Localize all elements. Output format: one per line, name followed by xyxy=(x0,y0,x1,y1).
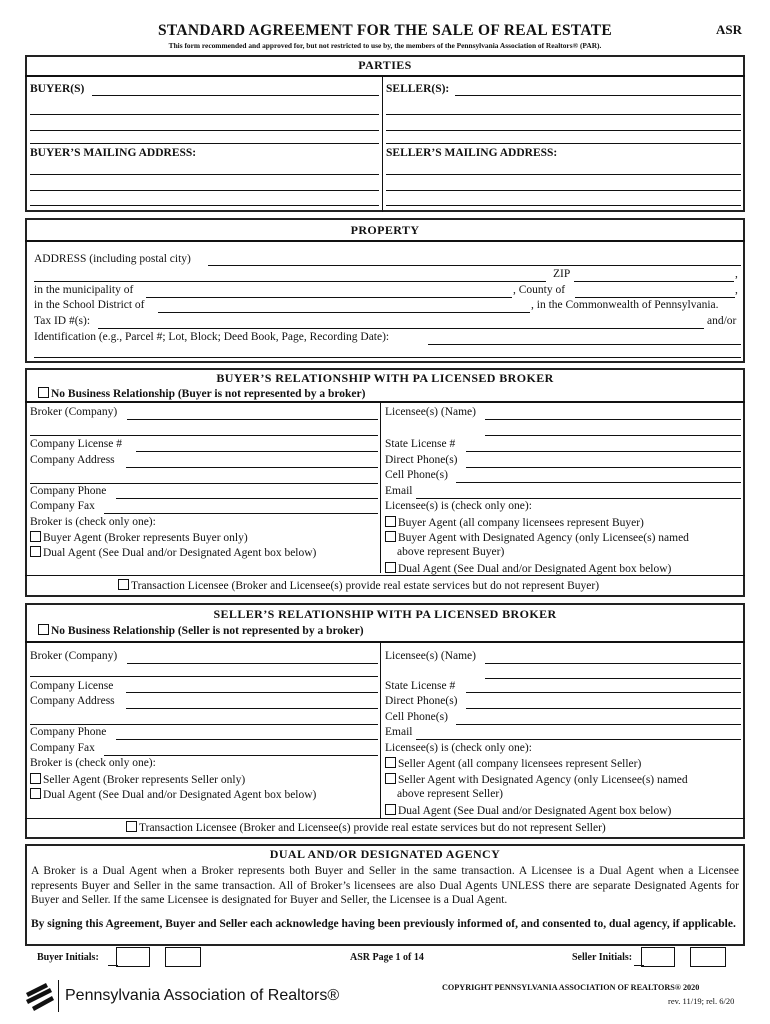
parties-section xyxy=(25,55,745,212)
buyer-licensee-opt3-checkbox[interactable] xyxy=(385,562,396,573)
buyer-licensees-name-field[interactable] xyxy=(485,419,741,420)
buyer-licensee-opt3[interactable]: Dual Agent (See Dual and/or Designated Agent box below) xyxy=(385,562,671,575)
commonwealth-label: , in the Commonwealth of Pennsylvania. xyxy=(531,299,719,311)
buyer-initials-box-1[interactable] xyxy=(116,947,150,967)
municipality-field[interactable] xyxy=(146,297,512,298)
buyer-mailing-label: BUYER’S MAILING ADDRESS: xyxy=(30,147,197,159)
sellers-label: SELLER(S): xyxy=(386,83,450,95)
buyer-email-label: Email xyxy=(385,485,413,497)
buyer-company-phone-label: Company Phone xyxy=(30,485,107,497)
seller-company-license-field[interactable] xyxy=(126,692,378,693)
seller-licensee-opt3-checkbox[interactable] xyxy=(385,804,396,815)
tax-id-field[interactable] xyxy=(98,328,704,329)
seller-broker-company-field[interactable] xyxy=(127,663,378,664)
seller-licensee-opt2[interactable]: Seller Agent with Designated Agency (only Licensee(s) named xyxy=(385,773,688,786)
county-label: , County of xyxy=(513,284,566,296)
seller-email-label: Email xyxy=(385,726,413,738)
buyer-licensee-opt2[interactable]: Buyer Agent with Designated Agency (only Licensee(s) named xyxy=(385,531,689,544)
zip-field[interactable] xyxy=(574,281,734,282)
buyer-cell-phone-label: Cell Phone(s) xyxy=(385,469,448,481)
buyer-transaction-licensee[interactable]: Transaction Licensee (Broker and Licensee(s) provide real estate services but do not represent Buyer) xyxy=(118,579,599,592)
seller-company-phone-field[interactable] xyxy=(116,739,378,740)
buyer-broker-opt1-checkbox[interactable] xyxy=(30,531,41,542)
seller-licensee-check-label: Licensee(s) is (check only one): xyxy=(385,742,532,754)
seller-initials-box-2[interactable] xyxy=(690,947,726,967)
buyer-broker-company-label: Broker (Company) xyxy=(30,406,118,418)
seller-company-address-field-2[interactable] xyxy=(30,724,378,725)
seller-transaction-licensee[interactable]: Transaction Licensee (Broker and Licensee(s) provide real estate services but do not represent Seller) xyxy=(126,821,606,834)
school-district-field[interactable] xyxy=(158,312,530,313)
seller-broker-opt2[interactable]: Dual Agent (See Dual and/or Designated Agent box below) xyxy=(30,788,316,801)
buyer-state-license-field[interactable] xyxy=(466,451,741,452)
seller-broker-opt1[interactable]: Seller Agent (Broker represents Seller only) xyxy=(30,773,245,786)
seller-name-field-2[interactable] xyxy=(386,114,741,115)
seller-cell-phone-field[interactable] xyxy=(456,724,741,725)
buyer-transaction-licensee-checkbox[interactable] xyxy=(118,579,129,590)
seller-transaction-licensee-checkbox[interactable] xyxy=(126,821,137,832)
buyer-broker-company-field-2[interactable] xyxy=(30,435,378,436)
seller-licensees-name-field-2[interactable] xyxy=(485,678,741,679)
buyer-licensee-check-label: Licensee(s) is (check only one): xyxy=(385,500,532,512)
seller-broker-check-label: Broker is (check only one): xyxy=(30,757,156,769)
seller-email-field[interactable] xyxy=(416,739,741,740)
buyer-licensee-opt1-checkbox[interactable] xyxy=(385,516,396,527)
buyer-broker-company-field[interactable] xyxy=(127,419,378,420)
seller-name-field[interactable] xyxy=(455,95,741,96)
buyer-company-license-label: Company License # xyxy=(30,438,122,450)
form-subtitle: This form recommended and approved for, but not restricted to use by, the members of the Pennsylvania Association of Realtors® (PAR). xyxy=(168,41,602,50)
address-field[interactable] xyxy=(208,265,741,266)
buyer-licensees-name-field-2[interactable] xyxy=(485,435,741,436)
property-heading: PROPERTY xyxy=(350,223,420,237)
buyer-company-fax-label: Company Fax xyxy=(30,500,95,512)
buyer-no-relationship[interactable]: No Business Relationship (Buyer is not represented by a broker) xyxy=(38,387,365,400)
buyer-direct-phone-label: Direct Phone(s) xyxy=(385,454,458,466)
buyer-broker-opt2[interactable]: Dual Agent (See Dual and/or Designated Agent box below) xyxy=(30,546,316,559)
dual-agency-heading: DUAL AND/OR DESIGNATED AGENCY xyxy=(269,847,501,861)
buyer-broker-opt2-checkbox[interactable] xyxy=(30,546,41,557)
buyer-mailing-field-2[interactable] xyxy=(30,190,379,191)
revision: rev. 11/19; rel. 6/20 xyxy=(668,996,735,1006)
dual-agency-paragraph: A Broker is a Dual Agent when a Broker represents both Buyer and Seller in the same transaction. A Licensee is a Dual Agent when a Licensee represents Buyer and Seller in the same transaction. All of Broker’s licensees are also Dual Agents UNLESS there are separate Designated Agents for Buyer and Seller. If the same Licensee is designated for Buyer and Seller, the Licensee is a Dual Agent. xyxy=(31,865,739,906)
address-label: ADDRESS (including postal city) xyxy=(34,253,191,265)
seller-broker-company-field-2[interactable] xyxy=(30,676,378,677)
seller-broker-opt2-checkbox[interactable] xyxy=(30,788,41,799)
seller-initials-label: Seller Initials: xyxy=(572,952,633,963)
seller-company-license-label: Company License xyxy=(30,680,114,692)
org-name: Pennsylvania Association of Realtors® xyxy=(65,987,340,1004)
county-field[interactable] xyxy=(575,297,735,298)
seller-no-relationship-checkbox[interactable] xyxy=(38,624,49,635)
seller-name-field-3[interactable] xyxy=(386,130,741,131)
school-district-label: in the School District of xyxy=(34,299,145,311)
buyer-company-phone-field[interactable] xyxy=(116,498,378,499)
identification-field[interactable] xyxy=(428,344,741,345)
identification-label: Identification (e.g., Parcel #; Lot, Block; Deed Book, Page, Recording Date): xyxy=(34,331,390,343)
buyer-company-fax-field[interactable] xyxy=(104,513,378,514)
par-logo-icon xyxy=(24,981,56,1011)
seller-company-address-label: Company Address xyxy=(30,695,115,707)
buyer-broker-opt1[interactable]: Buyer Agent (Broker represents Buyer only) xyxy=(30,531,248,544)
seller-mailing-label: SELLER’S MAILING ADDRESS: xyxy=(386,147,558,159)
andor-label: and/or xyxy=(707,315,737,327)
seller-initials-box-1[interactable] xyxy=(641,947,675,967)
identification-field-2[interactable] xyxy=(34,357,741,358)
parties-heading: PARTIES xyxy=(358,58,412,72)
buyer-mailing-field[interactable] xyxy=(30,174,379,175)
seller-licensee-opt3[interactable]: Dual Agent (See Dual and/or Designated Agent box below) xyxy=(385,804,671,817)
buyer-no-relationship-checkbox[interactable] xyxy=(38,387,49,398)
page-label: ASR Page 1 of 14 xyxy=(350,952,424,963)
form-title: STANDARD AGREEMENT FOR THE SALE OF REAL ESTATE xyxy=(157,22,613,39)
seller-state-license-label: State License # xyxy=(385,680,456,692)
buyer-direct-phone-field[interactable] xyxy=(466,467,741,468)
buyer-cell-phone-field[interactable] xyxy=(456,482,741,483)
buyer-licensees-name-label: Licensee(s) (Name) xyxy=(385,406,476,418)
buyer-broker-heading: BUYER’S RELATIONSHIP WITH PA LICENSED BROKER xyxy=(216,371,554,385)
buyer-licensee-opt1[interactable]: Buyer Agent (all company licensees represent Buyer) xyxy=(385,516,644,529)
tax-id-label: Tax ID #(s): xyxy=(34,315,91,327)
seller-company-fax-field[interactable] xyxy=(104,755,378,756)
buyer-state-license-label: State License # xyxy=(385,438,456,450)
seller-company-phone-label: Company Phone xyxy=(30,726,107,738)
seller-licensees-name-label: Licensee(s) (Name) xyxy=(385,650,476,662)
buyer-initials-box-2[interactable] xyxy=(165,947,201,967)
seller-company-fax-label: Company Fax xyxy=(30,742,95,754)
buyer-initials-label: Buyer Initials: xyxy=(37,952,99,963)
seller-licensees-name-field[interactable] xyxy=(485,663,741,664)
buyer-name-field[interactable] xyxy=(92,95,379,96)
buyer-broker-check-label: Broker is (check only one): xyxy=(30,516,156,528)
seller-broker-opt1-checkbox[interactable] xyxy=(30,773,41,784)
seller-company-address-field[interactable] xyxy=(126,708,378,709)
buyers-label: BUYER(S) xyxy=(30,83,85,95)
seller-licensee-opt2-checkbox[interactable] xyxy=(385,773,396,784)
seller-broker-company-label: Broker (Company) xyxy=(30,650,118,662)
form-code: ASR xyxy=(715,22,742,37)
logo-divider xyxy=(58,980,59,1012)
seller-no-relationship[interactable]: No Business Relationship (Seller is not represented by a broker) xyxy=(38,624,364,637)
seller-mailing-field-2[interactable] xyxy=(386,190,741,191)
seller-cell-phone-label: Cell Phone(s) xyxy=(385,711,448,723)
seller-licensee-opt1-checkbox[interactable] xyxy=(385,757,396,768)
buyer-company-address-label: Company Address xyxy=(30,454,115,466)
dual-agency-acknowledgement: By signing this Agreement, Buyer and Seller each acknowledge having been previously informed of, and consented to, dual agency, if applicable. xyxy=(31,918,736,930)
seller-mailing-field[interactable] xyxy=(386,174,741,175)
buyer-licensee-opt2-checkbox[interactable] xyxy=(385,531,396,542)
buyer-company-license-field[interactable] xyxy=(136,451,378,452)
seller-broker-heading: SELLER’S RELATIONSHIP WITH PA LICENSED BROKER xyxy=(213,607,557,621)
buyer-company-address-field[interactable] xyxy=(126,467,378,468)
municipality-label: in the municipality of xyxy=(34,284,134,296)
buyer-email-field[interactable] xyxy=(416,498,741,499)
seller-licensee-opt1[interactable]: Seller Agent (all company licensees represent Seller) xyxy=(385,757,641,770)
seller-state-license-field[interactable] xyxy=(466,692,741,693)
buyer-name-field-2[interactable] xyxy=(30,114,379,115)
seller-direct-phone-label: Direct Phone(s) xyxy=(385,695,458,707)
buyer-name-field-3[interactable] xyxy=(30,130,379,131)
zip-label: ZIP xyxy=(553,268,571,280)
seller-direct-phone-field[interactable] xyxy=(466,708,741,709)
copyright: COPYRIGHT PENNSYLVANIA ASSOCIATION OF REALTORS® 2020 xyxy=(442,983,700,992)
address-field-2[interactable] xyxy=(34,281,546,282)
buyer-company-address-field-2[interactable] xyxy=(30,483,378,484)
